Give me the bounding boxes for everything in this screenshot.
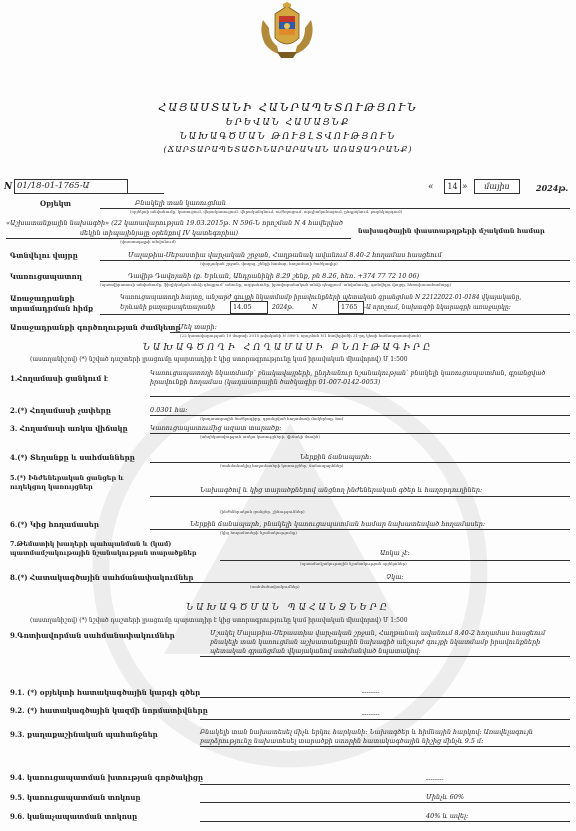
row9-5-value: Մինչև 60% bbox=[426, 793, 465, 801]
row9-5-label: 9.5. կառուցապատման տոկոսը bbox=[10, 793, 141, 802]
object-basis: «Աշխատանքային նախագծի» (22 կառավարության 19.03.2015թ. N 596-Ն որոշման N 4 հավելված bbox=[6, 219, 343, 227]
row7-label: 7.Թեմատիկ խաղերի պահպանման և (կամ) պատմամշակութային նշանակության տարածքներ bbox=[10, 541, 197, 557]
stage-sub: (22 կառավարության 19 մարտի 2015 թվականի N 596-Ն որոշման N1 հավելվածի 31-րդ կետի համապատասխան) bbox=[180, 333, 421, 338]
object-basis-right: նախագծային փաստաթղթերի մշակման համար bbox=[358, 227, 545, 235]
row9-4-underline bbox=[200, 784, 570, 785]
section-1-title: ՆԱԽԱԳԾՈՂԻ ՀՈՂԱՄԱՍԻ ԲՆՈՒԹԱԳԻՐԸ bbox=[142, 343, 434, 353]
doc-number: 01/18-01-1765-Ա bbox=[14, 179, 128, 194]
row9-1-underline bbox=[200, 697, 570, 698]
row9-6-value: 40% և ավել: bbox=[426, 812, 469, 820]
section-2-sub: (աստղանիշով) (*) նշված դաշտերի լրացումը պարտադիր է կից ստորագրությունը կամ իրավական միավորով) Մ 1:500 bbox=[30, 617, 408, 624]
row2-label: 2.(*) Հողամասի չափերը bbox=[10, 406, 111, 415]
doc-month: մայիս bbox=[474, 179, 520, 194]
header-country: ՀԱՅԱՍՏԱՆԻ ՀԱՆՐԱՊԵՏՈՒԹՅՈՒՆ bbox=[158, 101, 418, 114]
armenia-coat-of-arms-icon bbox=[257, 2, 317, 62]
row4-value: Ներքին ճանապարհ: bbox=[300, 453, 372, 461]
row4-underline bbox=[150, 462, 570, 463]
row8-underline bbox=[180, 582, 570, 583]
application-num: 1765 bbox=[338, 301, 364, 314]
application-label-2: տրամադրման հիմք bbox=[10, 304, 94, 313]
doc-year: 2024թ. bbox=[536, 183, 569, 193]
doc-day: 14 bbox=[444, 179, 461, 194]
location-value: Մալաթիա-Սեբաստիա վարչական շրջան, Հաղթանակ ավանում 8.40-2 հողամաս հասցեում bbox=[128, 251, 442, 259]
developer-label: Կառուցապատող bbox=[10, 272, 82, 281]
application-date-year: 2024թ. bbox=[272, 304, 294, 311]
row9-1-value: -------- bbox=[362, 688, 380, 696]
row7-sub: (պատմամշակութային նշանակության օբյեկտներ) bbox=[300, 561, 407, 566]
row5-value: Նախագծով և կից տարածքներով անցնող ինժեներական գծեր և հաղորդուղիներ: bbox=[200, 486, 483, 494]
date-quote-open: « bbox=[428, 182, 434, 192]
row4-label: 4.(*) Տեղանքը և սահմանները bbox=[10, 453, 135, 462]
watermark-emblem-icon bbox=[70, 360, 510, 780]
row9-3-value: Բնակելի տան նախատեսել միչև երկու հարկանի: Նախագծեր և հիմնային հարկով: Առավելագույն բարձրությունը նախատեսել տարածքի ստորին հատակագծային նիշից մինչև 9.5 մ: bbox=[200, 728, 533, 745]
application-date-day: 14.05 bbox=[230, 301, 268, 314]
row1-underline bbox=[150, 396, 570, 397]
application-num-label: N bbox=[312, 304, 318, 311]
row9-underline bbox=[200, 656, 570, 657]
object-basis-sub: (փաստաթղթի անվանում) bbox=[120, 239, 176, 244]
row9-3-label: 9.3. քաղաքաշինական պահանջներ bbox=[10, 730, 158, 739]
stage-label: Առաջադրանքի գործողության ժամկետը bbox=[10, 323, 181, 332]
location-sub: (վարչական շրջան, փողոց, շենքի համար, հողամասի ծածկագիր) bbox=[200, 261, 338, 266]
header-community: ԵՐԵՎԱՆ ՀԱՄԱՅՆՔ bbox=[225, 118, 351, 128]
object-sub: (օբյեկտի անվանումը, կառուցում, վերակառուցում, վերականգնում, ուժեղացում, արդիականացում, ընդլայնում, բարեկարգում) bbox=[130, 209, 403, 214]
row6-label: 6.(*) Կից հողամասեր bbox=[10, 520, 99, 529]
row9-2-label: 9.2. (*) հատակագծային կազմի նորմատիվները bbox=[10, 706, 208, 715]
row1-value: Կառուցապատողի նկատմամբ՝ բնակավայրերի, ընդհանուր նշանակության՝ բնակելի կառուցապատման, գրանցված իրավունքի հողամաս (կադաստրային ծածկագիր 01-007-0142-0053) bbox=[150, 369, 546, 386]
row9-2-underline bbox=[200, 719, 570, 720]
stage-value: Մեկ տարի: bbox=[178, 323, 217, 331]
row7-value: Առկա չէ: bbox=[380, 549, 410, 557]
row6-sub: (կից հողամասերի նշանակությունը) bbox=[220, 530, 297, 535]
row9-1-label: 9.1. (*) օբյեկտի հատակագծային կարգի գծեր bbox=[10, 688, 201, 697]
object-label: Օբյեկտ bbox=[40, 199, 71, 208]
header-document-type: ՆԱԽԱԳԾՄԱՆ ԹՈՒՅԼՏՎՈՒԹՅՈՒՆ bbox=[179, 132, 397, 142]
location-label: Գտնվելու վայրը bbox=[10, 251, 78, 260]
row9-4-label: 9.4. կառուցապատման խտության գործակիցը bbox=[10, 773, 204, 782]
row3-label: 3. Հողամասի առկա վիճակը bbox=[10, 424, 128, 433]
section-1-sub: (աստղանիշով) (*) նշված դաշտերի լրացումը պարտադիր է կից ստորագրությունը կամ իրավական միավորով) Մ 1:500 bbox=[30, 356, 408, 363]
row9-label: 9.Գոտիավորման սահմանափակումներ bbox=[10, 631, 175, 640]
header-document-subtitle: (ՃԱՐՏԱՐԱՊԵՏԱՇԻՆԱՐԱՐԱԿԱՆ ԱՌԱՋԱԴՐԱՆՔ) bbox=[163, 145, 413, 154]
doc-number-underline bbox=[14, 193, 164, 194]
row9-4-value: -------- bbox=[426, 775, 444, 783]
object-value: Բնակելի տան կառուցման bbox=[135, 199, 226, 207]
row9-6-underline bbox=[200, 821, 570, 822]
application-value: Կառուցապատողի հայտը, անշարժ գույքի նկատմամբ իրավունքների պետական գրանցման N 22122022-01-0184 վկայականը, bbox=[120, 294, 522, 301]
row5-underline bbox=[150, 496, 570, 497]
row5-sub: (ինժեներական ցանցեր, շինություններ) bbox=[220, 509, 305, 514]
row9-2-value: -------- bbox=[362, 710, 380, 718]
object-basis-underline bbox=[6, 238, 351, 239]
section-2-title: ՆԱԽԱԳԾՄԱՆ ՊԱՀԱՆՋՆԵՐԸ bbox=[185, 603, 391, 613]
application-underline bbox=[100, 314, 570, 315]
row8-value: Չկա: bbox=[386, 573, 404, 581]
row3-value: Կառուցապատումից ազատ տարածք: bbox=[150, 424, 282, 432]
row9-3-underline bbox=[200, 746, 570, 747]
row5-label: 5.(*) Ինժեներական ցանցեր և ուղեկցող կառույցներ bbox=[10, 474, 124, 491]
date-quote-close: » bbox=[462, 182, 468, 192]
doc-number-label: N bbox=[4, 182, 13, 192]
row3-sub: (տեղեկատվություն առկա կառույցների, վիճակի մասին) bbox=[200, 434, 321, 439]
row2-value: 0.0301 հա: bbox=[150, 406, 188, 414]
developer-sub: (պատվիրատուի անվանումը, ֆիզիկական անձի դեպքում՝ անունը, ազգանունը, իրավաբանական անձի դեպքում՝ անվանումը, գտնվելու վայրը, հեռախոսահամարը) bbox=[100, 282, 452, 287]
row6-value: Ներքին ճանապարհ, բնակելի կառուցապատման համար նախատեսված հողամասեր: bbox=[190, 520, 486, 528]
row4-sub: (սահմանակից հողամասերի կառույցներ, ճանապարհներ) bbox=[220, 463, 344, 468]
row9-value: Մշակել Մալաթիա-Սեբաստիա վարչական շրջան, Հաղթանակ ավանում 8.40-2 հողամաս հասցեում բնակելի տան կառուցման աշխատանքային նախագիծ անշարժ գույքի նկատմամբ իրավունքների պետական գրանցման վկայականով սահմանված նպատակով: bbox=[210, 629, 546, 655]
object-basis-2: մեկին տիպայինյալը օրենքով IV կատեգորիա) bbox=[80, 229, 239, 237]
row2-sub: (կադաստրային ծածկագիրը, գրանցված հողամասի մակերեսը, հա) bbox=[200, 416, 344, 421]
application-value-2: Երևանի քաղաքապետարանի bbox=[120, 304, 216, 311]
row8-label: 8.(*) Հատակագծային սահմանափակումներ bbox=[10, 573, 194, 582]
row9-5-underline bbox=[200, 802, 570, 803]
row6-underline bbox=[150, 529, 570, 530]
row8-sub: (սահմանափակումներ) bbox=[250, 584, 300, 589]
application-label-1: Առաջադրանքի bbox=[10, 294, 75, 303]
application-tail: -Ա որոշում, նախագծի նկարագրի առաջարկը: bbox=[364, 304, 511, 311]
developer-value: Դավիթ Դավոյանի (ք. Երևան, Անդրանիկի 8.29 շենք, բն 8.26, հեռ․ +374 77 72 10 06) bbox=[128, 272, 420, 280]
row9-6-label: 9.6. կանաչապատման տոկոսը bbox=[10, 812, 138, 821]
row1-label: 1.Հողամասի ցանկում է bbox=[10, 374, 108, 383]
